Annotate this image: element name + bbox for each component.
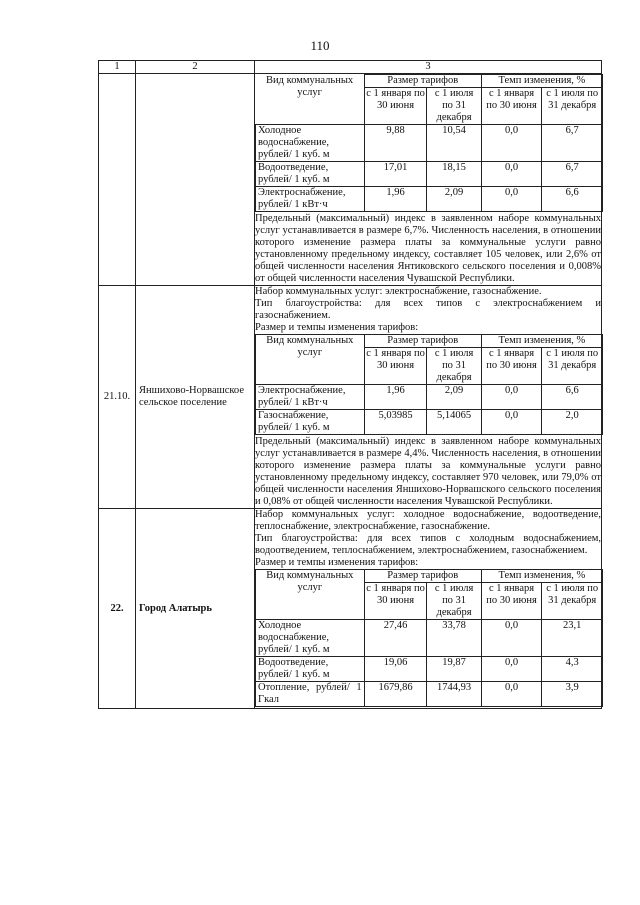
value: 1,96 bbox=[364, 187, 427, 212]
col-rate-header: Темп изменения, % bbox=[481, 570, 602, 583]
period-1: с 1 января по 30 июня bbox=[364, 88, 427, 125]
period-2: с 1 июля по 31 декабря bbox=[542, 583, 603, 620]
period-1: с 1 января по 30 июня bbox=[364, 348, 427, 385]
period-2: с 1 июля по 31 декабря bbox=[427, 88, 481, 125]
table-row bbox=[256, 657, 603, 682]
rate: 0,0 bbox=[481, 657, 542, 682]
value: 19,87 bbox=[427, 657, 481, 682]
period-2: с 1 июля по 31 декабря bbox=[542, 348, 603, 385]
col-service-header: Вид коммунальных услуг bbox=[256, 335, 365, 385]
table-row bbox=[256, 410, 603, 435]
table-row bbox=[256, 620, 603, 657]
value: 18,15 bbox=[427, 162, 481, 187]
value: 19,06 bbox=[364, 657, 427, 682]
header-col-2: 2 bbox=[136, 61, 255, 74]
rates-table bbox=[255, 74, 603, 212]
improvement-type: Тип благоустройства: для всех типов с электроснабжением и газоснабжением. bbox=[255, 298, 601, 321]
header-row bbox=[99, 61, 602, 74]
row-number bbox=[99, 74, 136, 286]
section-row bbox=[99, 74, 602, 286]
service-name: Холодное водоснабжение, рублей/ 1 куб. м bbox=[256, 620, 365, 657]
value: 5,03985 bbox=[364, 410, 427, 435]
service-name: Отопление, рублей/ 1 Гкал bbox=[256, 682, 365, 707]
col-service-header: Вид коммунальных услуг bbox=[256, 75, 365, 125]
period-1: с 1 января по 30 июня bbox=[364, 583, 427, 620]
col-service-header: Вид коммунальных услуг bbox=[256, 570, 365, 620]
period-2: с 1 июля по 31 декабря bbox=[427, 583, 481, 620]
service-name: Газоснабжение, рублей/ 1 куб. м bbox=[256, 410, 365, 435]
col-tariff-header: Размер тарифов bbox=[364, 75, 481, 88]
table-row bbox=[256, 125, 603, 162]
rate: 2,0 bbox=[542, 410, 603, 435]
rate: 0,0 bbox=[481, 162, 542, 187]
period-1: с 1 января по 30 июня bbox=[481, 583, 542, 620]
period-1: с 1 января по 30 июня bbox=[481, 88, 542, 125]
rate: 23,1 bbox=[542, 620, 603, 657]
rate: 6,7 bbox=[542, 162, 603, 187]
improvement-type: Тип благоустройства: для всех типов с холодным водоснабжением, водоотведением, теплоснабжением, электроснабжением, газоснабжением. bbox=[255, 533, 601, 556]
service-name: Электроснабжение, рублей/ 1 кВт·ч bbox=[256, 187, 365, 212]
rate: 0,0 bbox=[481, 682, 542, 707]
rate: 0,0 bbox=[481, 187, 542, 212]
rates-table bbox=[255, 334, 603, 435]
rate: 0,0 bbox=[481, 125, 542, 162]
table-row bbox=[256, 682, 603, 707]
value: 2,09 bbox=[427, 385, 481, 410]
rates-caption: Размер и темпы изменения тарифов: bbox=[255, 557, 419, 568]
page-number: 110 bbox=[310, 38, 330, 53]
value: 1744,93 bbox=[427, 682, 481, 707]
row-details bbox=[255, 509, 602, 709]
col-rate-header: Темп изменения, % bbox=[481, 75, 602, 88]
rate: 3,9 bbox=[542, 682, 603, 707]
row-number: 21.10. bbox=[99, 286, 136, 509]
section-row bbox=[99, 509, 602, 709]
rate: 0,0 bbox=[481, 620, 542, 657]
value: 10,54 bbox=[427, 125, 481, 162]
value: 27,46 bbox=[364, 620, 427, 657]
value: 5,14065 bbox=[427, 410, 481, 435]
service-name: Холодное водоснабжение, рублей/ 1 куб. м bbox=[256, 125, 365, 162]
rate: 0,0 bbox=[481, 385, 542, 410]
row-territory: Город Алатырь bbox=[136, 509, 255, 709]
value: 33,78 bbox=[427, 620, 481, 657]
service-name: Водоотведение, рублей/ 1 куб. м bbox=[256, 657, 365, 682]
rates-table bbox=[255, 569, 603, 707]
period-2: с 1 июля по 31 декабря bbox=[427, 348, 481, 385]
rates-caption: Размер и темпы изменения тарифов: bbox=[255, 322, 419, 333]
table-row bbox=[256, 385, 603, 410]
header-col-1: 1 bbox=[99, 61, 136, 74]
summary-text: Предельный (максимальный) индекс в заявленном наборе коммунальных услуг устанавливается в размере 4,4%. Численность населения, в отношении которого изменение размера платы за коммунальные услуги равно установленному предельному индексу, составляет 970 человек, или 79,0% от общей численности населения Яншихово-Норвашского сельского поселения и 0,08% от общей численности населения Чувашской Республики. bbox=[255, 436, 601, 507]
rate: 6,6 bbox=[542, 385, 603, 410]
rate: 4,3 bbox=[542, 657, 603, 682]
section-row bbox=[99, 286, 602, 509]
value: 9,88 bbox=[364, 125, 427, 162]
row-details bbox=[255, 74, 602, 286]
table-row bbox=[256, 162, 603, 187]
col-rate-header: Темп изменения, % bbox=[481, 335, 602, 348]
row-number: 22. bbox=[99, 509, 136, 709]
period-2: с 1 июля по 31 декабря bbox=[542, 88, 603, 125]
value: 1,96 bbox=[364, 385, 427, 410]
value: 17,01 bbox=[364, 162, 427, 187]
rate: 6,6 bbox=[542, 187, 603, 212]
value: 1679,86 bbox=[364, 682, 427, 707]
row-territory: Яншихово-Норвашское сельское поселение bbox=[136, 286, 255, 509]
rate: 0,0 bbox=[481, 410, 542, 435]
summary-text: Предельный (максимальный) индекс в заявленном наборе коммунальных услуг устанавливается в размере 6,7%. Численность населения, в отношении которого изменение размера платы за коммунальные услуги равно установленному предельному индексу, составляет 105 человек, или 2,6% от общей численности населения Янтиковского сельского поселения и 0,008% от общей численности населения Чувашской Республики. bbox=[255, 213, 601, 284]
header-col-3: 3 bbox=[255, 61, 602, 74]
row-territory bbox=[136, 74, 255, 286]
service-name: Водоотведение, рублей/ 1 куб. м bbox=[256, 162, 365, 187]
row-details bbox=[255, 286, 602, 509]
service-name: Электроснабжение, рублей/ 1 кВт·ч bbox=[256, 385, 365, 410]
table-row bbox=[256, 187, 603, 212]
tariff-table bbox=[98, 60, 602, 709]
services-set: Набор коммунальных услуг: электроснабжение, газоснабжение. bbox=[255, 286, 542, 297]
value: 2,09 bbox=[427, 187, 481, 212]
rate: 6,7 bbox=[542, 125, 603, 162]
services-set: Набор коммунальных услуг: холодное водоснабжение, водоотведение, теплоснабжение, электроснабжение, газоснабжение. bbox=[255, 509, 601, 532]
col-tariff-header: Размер тарифов bbox=[364, 335, 481, 348]
period-1: с 1 января по 30 июня bbox=[481, 348, 542, 385]
col-tariff-header: Размер тарифов bbox=[364, 570, 481, 583]
